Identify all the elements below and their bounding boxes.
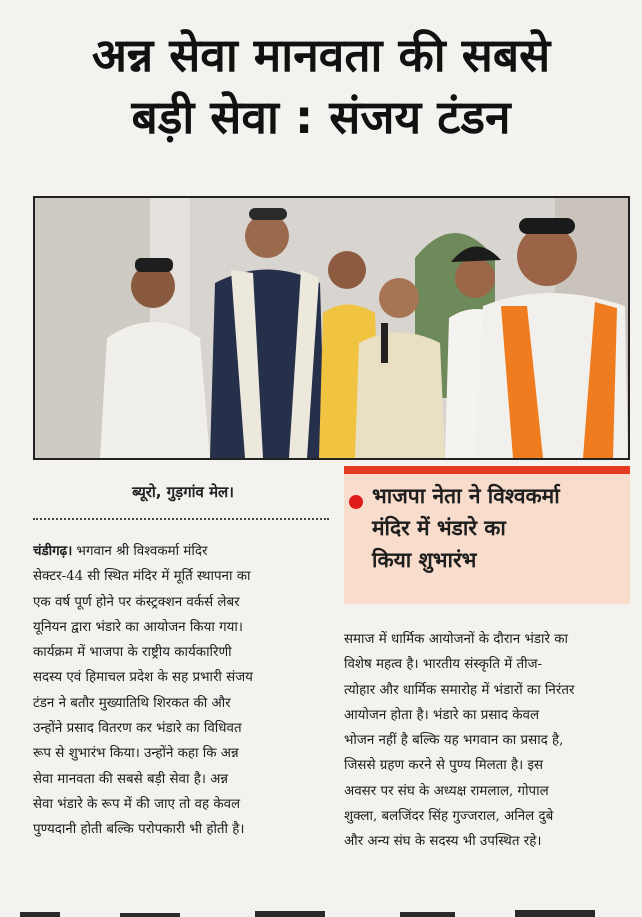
article-line: सेवा मानवता की सबसे बड़ी सेवा है। अन्न <box>33 771 229 787</box>
article-line: सदस्य एवं हिमाचल प्रदेश के सह प्रभारी संजय <box>33 670 253 686</box>
article-line: विशेष महत्व है। भारतीय संस्कृति में तीज- <box>344 657 543 673</box>
article-line: अवसर पर संघ के अध्यक्ष रामलाल, गोपाल <box>344 783 549 799</box>
article-column-2 <box>344 627 630 855</box>
cropped-next-headline-strip <box>0 905 642 917</box>
subheading-line-3: किया शुभारंभ <box>372 548 477 572</box>
headline-line-1: अन्न सेवा मानवता की सबसे <box>91 28 551 82</box>
article-line <box>33 539 329 564</box>
article-line: सेक्टर-44 सी स्थित मंदिर में मूर्ति स्थापना का <box>33 569 251 585</box>
article-line: एक वर्ष पूर्ण होने पर कंस्ट्रक्शन वर्कर्स लेबर <box>33 594 240 610</box>
article-line: और अन्य संघ के सदस्य भी उपस्थित रहे। <box>344 834 542 850</box>
article-line: उन्होंने प्रसाद वितरण कर भंडारे का विधिवत <box>33 721 242 737</box>
article-line: भोजन नहीं है बल्कि यह भगवान का प्रसाद है, <box>344 733 564 749</box>
article-line: जिससे ग्रहण करने से पुण्य मिलता है। इस <box>344 758 544 774</box>
article-line: त्योहार और धार्मिक समारोह में भंडारों का निरंतर <box>344 682 575 698</box>
subheading-line-2: मंदिर में भंडारे का <box>372 516 506 540</box>
article-line: आयोजन होता है। भंडारे का प्रसाद केवल <box>344 707 540 723</box>
subheading-text <box>372 480 622 576</box>
article-line: यूनियन द्वारा भंडारे का आयोजन किया गया। <box>33 619 243 635</box>
article-line: टंडन ने बतौर मुख्यातिथि शिरकत की और <box>33 695 231 711</box>
headline <box>0 24 642 148</box>
article-line: कार्यक्रम में भाजपा के राष्ट्रीय कार्यकारिणी <box>33 645 232 661</box>
subheading-line-1: भाजपा नेता ने विश्वकर्मा <box>372 484 560 508</box>
article-column-1 <box>33 539 329 843</box>
byline: ब्यूरो, गुड़गांव मेल। <box>132 483 234 501</box>
subheading-box <box>344 466 630 604</box>
dotted-divider <box>33 518 329 520</box>
news-photo <box>33 196 630 460</box>
article-line: पुण्यदानी होती बल्कि परोपकारी भी होती है। <box>33 822 245 838</box>
headline-line-2: बड़ी सेवा : संजय टंडन <box>131 90 511 144</box>
bullet-dot-icon <box>349 495 363 509</box>
byline-block <box>33 482 333 502</box>
article-line: शुक्ला, बलजिंदर सिंह गुज्जराल, अनिल दुबे <box>344 809 554 825</box>
article-line: रूप से शुभारंभ किया। उन्होंने कहा कि अन्न <box>33 746 239 762</box>
dateline: चंडीगढ़। <box>33 543 73 559</box>
article-first-line-text: भगवान श्री विश्वकर्मा मंदिर <box>72 544 208 559</box>
article-line: सेवा भंडारे के रूप में की जाए तो वह केवल <box>33 796 241 812</box>
article-line: समाज में धार्मिक आयोजनों के दौरान भंडारे का <box>344 632 568 647</box>
